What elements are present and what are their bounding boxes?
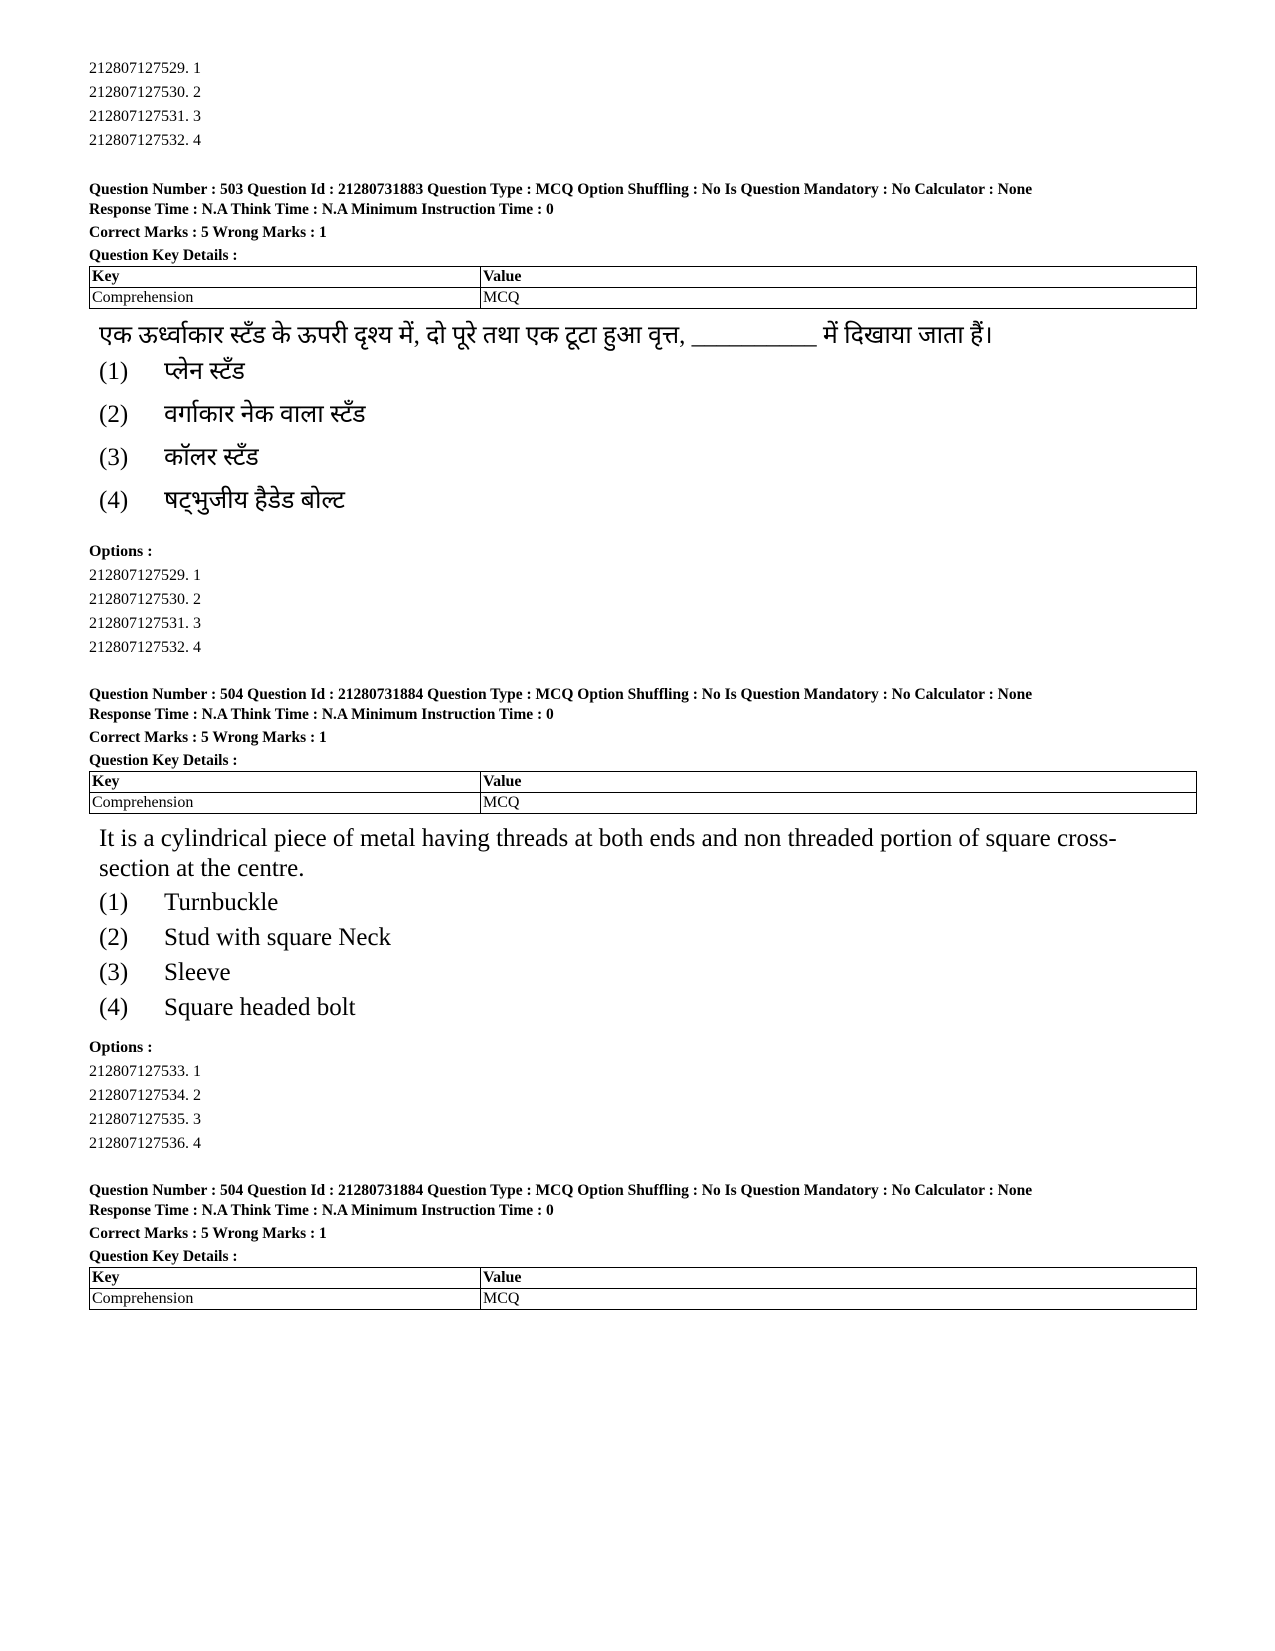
option-id-line: 212807127530. 2 [89,591,201,608]
choice-text: Sleeve [164,959,231,986]
question-timing-line: Response Time : N.A Think Time : N.A Minimum Instruction Time : 0 [89,706,554,723]
table-header-value: Value [481,772,1197,793]
table-cell-value: MCQ [481,793,1197,814]
answer-choice [89,923,1197,953]
answer-choice [89,993,1197,1023]
table-header-key: Key [90,267,481,288]
key-details-label: Question Key Details : [89,247,238,264]
option-id-line: 212807127532. 4 [89,639,201,656]
options-list-504 [89,1036,1197,1156]
key-details-table [89,1267,1197,1310]
key-details-label: Question Key Details : [89,752,238,769]
choice-number: (1) [99,889,129,916]
option-id-line: 212807127530. 2 [89,84,201,101]
question-block-504-repeat [89,1181,1197,1310]
choice-text: Turnbuckle [164,889,279,916]
answer-choice [89,958,1197,988]
key-details-label: Question Key Details : [89,1248,238,1265]
choice-text: Square headed bolt [164,994,356,1021]
table-cell-key: Comprehension [90,793,481,814]
options-label: Options : [89,543,153,560]
option-id-line: 212807127535. 3 [89,1111,201,1128]
table-header-value: Value [481,267,1197,288]
table-cell-value: MCQ [481,288,1197,309]
answer-choice [89,357,1197,387]
choice-text: Stud with square Neck [164,924,392,951]
option-id-line: 212807127532. 4 [89,132,201,149]
question-marks: Correct Marks : 5 Wrong Marks : 1 [89,224,327,241]
choice-number: (2) [99,924,129,951]
question-marks: Correct Marks : 5 Wrong Marks : 1 [89,729,327,746]
choice-text: कॉलर स्टॅंड [164,444,259,471]
question-text: It is a cylindrical piece of metal having threads at both ends and non threaded portion of square cross-section at the centre. [99,825,1117,882]
option-id-line: 212807127536. 4 [89,1135,201,1152]
table-cell-key: Comprehension [90,1289,481,1310]
question-timing-line: Response Time : N.A Think Time : N.A Minimum Instruction Time : 0 [89,1202,554,1219]
question-meta-line: Question Number : 504 Question Id : 21280731884 Question Type : MCQ Option Shuffling : No Is Question Mandatory : No Calculator : None [89,1182,1033,1199]
option-id-line: 212807127534. 2 [89,1087,201,1104]
question-marks: Correct Marks : 5 Wrong Marks : 1 [89,1225,327,1242]
question-text: एक ऊर्ध्वाकार स्टॅंड के ऊपरी दृश्य में, दो पूरे तथा एक टूटा हुआ वृत्त, __________ में दिखाया जाता हैं। [99,322,993,349]
answer-choice [89,486,1197,516]
previous-options-list [89,57,1197,153]
table-cell-key: Comprehension [90,288,481,309]
question-block-503 [89,180,1197,516]
choice-number: (4) [99,994,129,1021]
option-id-line: 212807127529. 1 [89,567,201,584]
choice-number: (1) [99,358,129,385]
table-header-key: Key [90,1268,481,1289]
choice-text: वर्गाकार नेक वाला स्टॅंड [164,401,366,428]
question-block-504 [89,685,1197,1023]
choice-number: (3) [99,959,129,986]
choice-text: षट्भुजीय हैडेड बोल्ट [164,487,345,514]
option-id-line: 212807127531. 3 [89,615,201,632]
table-cell-value: MCQ [481,1289,1197,1310]
options-list-503 [89,540,1197,660]
option-id-line: 212807127529. 1 [89,60,201,77]
option-id-line: 212807127533. 1 [89,1063,201,1080]
table-header-key: Key [90,772,481,793]
choice-number: (4) [99,487,129,514]
table-header-value: Value [481,1268,1197,1289]
answer-choice [89,400,1197,430]
key-details-table [89,771,1197,814]
question-meta-line: Question Number : 503 Question Id : 21280731883 Question Type : MCQ Option Shuffling : No Is Question Mandatory : No Calculator : None [89,181,1033,198]
question-timing-line: Response Time : N.A Think Time : N.A Minimum Instruction Time : 0 [89,201,554,218]
answer-choice [89,888,1197,918]
options-label: Options : [89,1039,153,1056]
question-meta-line: Question Number : 504 Question Id : 21280731884 Question Type : MCQ Option Shuffling : No Is Question Mandatory : No Calculator : None [89,686,1033,703]
choice-number: (2) [99,401,129,428]
option-id-line: 212807127531. 3 [89,108,201,125]
key-details-table [89,266,1197,309]
answer-choice [89,443,1197,473]
choice-text: प्लेन स्टॅंड [164,358,245,385]
choice-number: (3) [99,444,129,471]
